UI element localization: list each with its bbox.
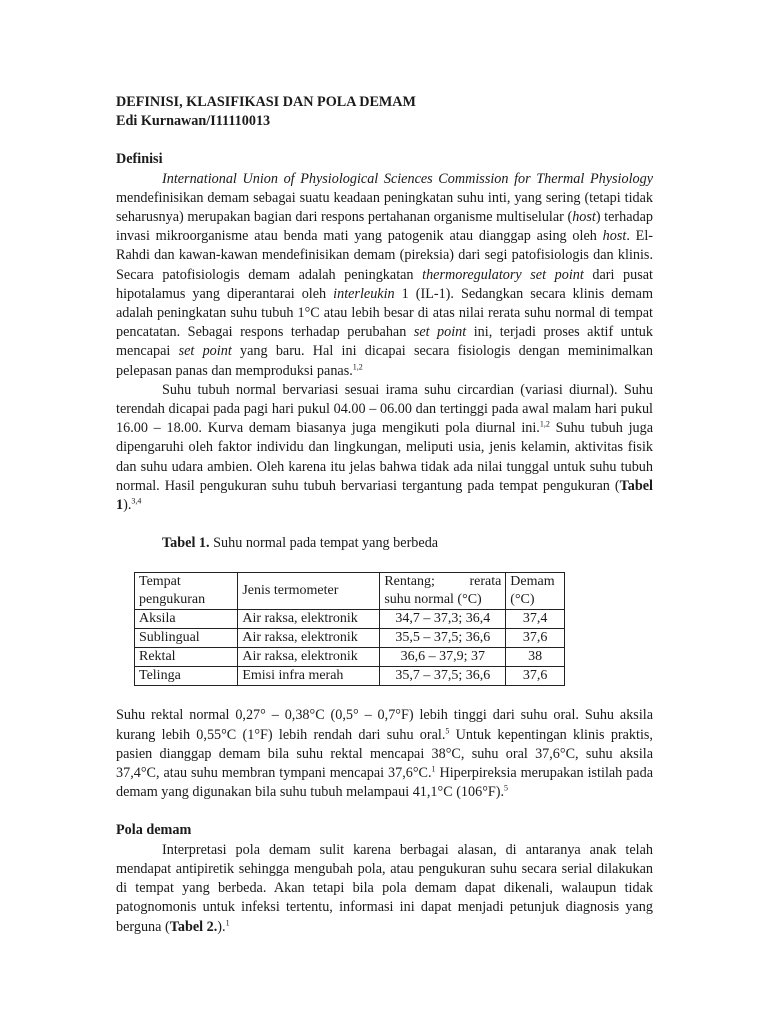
paragraph-definisi-1: International Union of Physiological Sciences Commission for Thermal Physiology mendefinisikan demam sebagai suatu keadaan peningkatan suhu inti, yang sering (tetapi tidak seharusnya) merupakan bagian dari respons pertahanan organisme multiselular (host) terhadap invasi mikroorganisme atau benda mati yang patogenik atau dianggap asing oleh host. El-Rahdi dan kawan-kawan mendefinisikan demam (pireksia) dari segi patofisiologis dan klinis. Secara patofisiologis demam adalah peningkatan thermoregulatory set point dari pusat hipotalamus yang diperantarai oleh interleukin 1 (IL-1). Sedangkan secara klinis demam adalah peningkatan suhu tubuh 1°C atau lebih besar di atas nilai rerata suhu normal di tempat pencatatan. Sebagai respons terhadap perubahan set point ini, terjadi proses aktif untuk mencapai set point yang baru. Hal ini dicapai secara fisiologis dengan meminimalkan pelepasan panas dan memproduksi panas.$^{1,2}$ — [116, 170, 653, 379]
table-row: Sublingual Air raksa, elektronik 35,5 – 37,5; 36,6 37,6 — [135, 629, 565, 648]
citation-ref: 5 — [445, 725, 450, 735]
normal-temperature-table — [134, 572, 565, 686]
table-reference: Tabel 2. — [169, 918, 218, 935]
document-body — [116, 93, 653, 937]
document-title: DEFINISI, KLASIFIKASI DAN POLA DEMAM — [116, 94, 416, 110]
header-range: Rentang; rerata suhu normal (°C) — [380, 573, 506, 610]
table-reference: Tabel 1 — [116, 477, 653, 514]
paragraph-pola-demam: Interpretasi pola demam sulit karena berbagai alasan, di antaranya anak telah mendapat antipiretik sehingga mengubah pola, atau pengukuran suhu secara serial dilakukan di tempat yang berbeda. Akan tetapi bila pola demam dapat dikenali, walaupun tidak patognomonis untuk infeksi tertentu, informasi ini dapat menjadi petunjuk diagnosis yang berguna (Tabel 2.).$^1$ — [116, 841, 653, 935]
citation-ref: 1,2 — [352, 361, 363, 371]
section-heading-pola-demam: Pola demam — [116, 822, 192, 839]
table-row: Telinga Emisi infra merah 35,7 – 37,5; 36,6 37,6 — [135, 667, 565, 686]
citation-ref: 5 — [504, 783, 509, 793]
table-row: Aksila Air raksa, elektronik 34,7 – 37,3; 36,4 37,4 — [135, 610, 565, 629]
citation-ref: 3,4 — [131, 496, 142, 506]
document-author: Edi Kurnawan/I11110013 — [116, 113, 271, 130]
table-header-row — [135, 573, 565, 610]
table-row: Rektal Air raksa, elektronik 36,6 – 37,9; 37 38 — [135, 648, 565, 667]
header-site: Tempat pengukuran — [135, 573, 238, 610]
section-heading-definisi: Definisi — [116, 151, 163, 168]
table-caption: Tabel 1. Suhu normal pada tempat yang berbeda — [162, 535, 439, 552]
citation-ref: 1 — [431, 764, 436, 774]
paragraph-temperature-comparison: Suhu rektal normal 0,27° – 0,38°C (0,5° – 0,7°F) lebih tinggi dari suhu oral. Suhu aksila kurang lebih 0,55°C (1°F) lebih rendah dari suhu oral.$^5$ Untuk kepentingan klinis praktis, pasien dianggap demam bila suhu rektal mencapai 38°C, suhu oral 37,6°C, suhu aksila 37,4°C, atau suhu membran tympani mencapai 37,6°C.$^1$ Hiperpireksia merupakan istilah pada demam yang digunakan bila suhu tubuh melampaui 41,1°C (106°F).$^5$ — [116, 707, 653, 801]
header-thermometer: Jenis termometer — [238, 573, 380, 610]
header-fever: Demam (°C) — [506, 573, 565, 610]
citation-ref: 1 — [225, 917, 230, 927]
paragraph-definisi-2: Suhu tubuh normal bervariasi sesuai irama suhu circardian (variasi diurnal). Suhu terendah dicapai pada pagi hari pukul 04.00 – 06.00 dan tertinggi pada awal malam hari pukul 16.00 – 18.00. Kurva demam biasanya juga mengikuti pola diurnal ini.$^{1,2}$ Suhu tubuh juga dipengaruhi oleh faktor individu dan lingkungan, meliputi usia, jenis kelamin, aktivitas fisik dan suhu udara ambien. Oleh karena itu jelas bahwa tidak ada nilai tunggal untuk suhu tubuh normal. Hasil pengukuran suhu tubuh bervariasi tergantung pada tempat pengukuran (Tabel 1).$^{3,4}$ — [116, 381, 653, 514]
citation-ref: 1,2 — [539, 419, 550, 429]
